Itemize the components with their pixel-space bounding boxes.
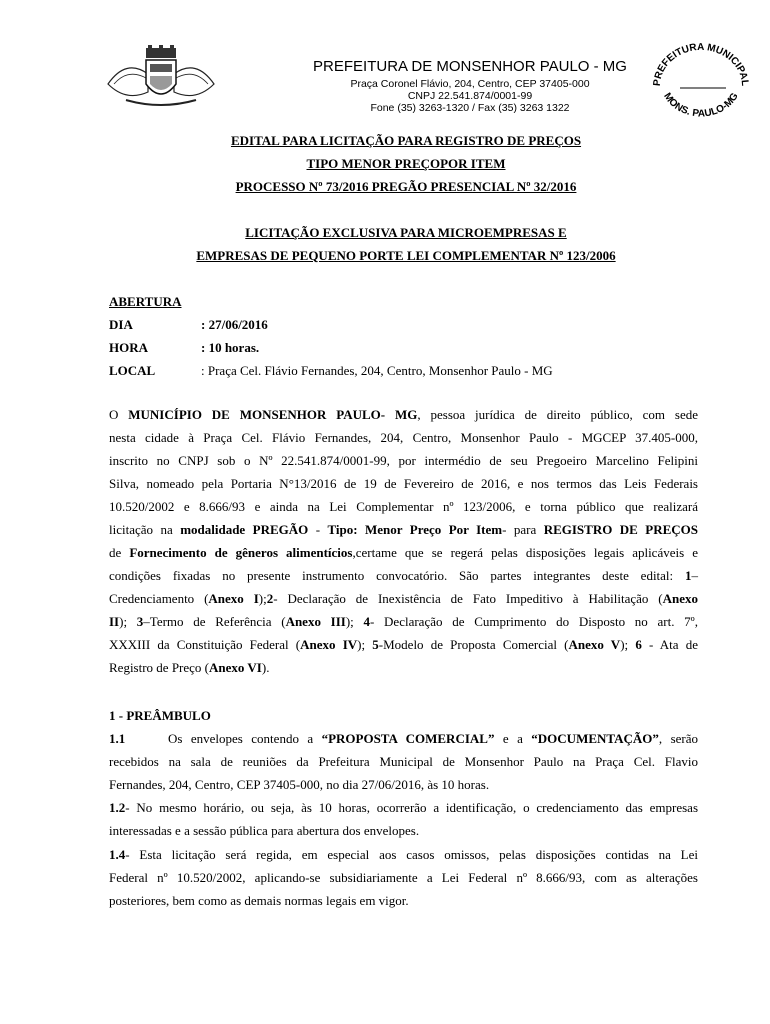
section-1-1-line: Fernandes, 204, Centro, CEP 37405-000, no dia 27/06/2016, às 10 horas. [109, 777, 490, 792]
hora-value: : 10 horas. [201, 340, 260, 355]
municipal-stamp [650, 40, 752, 126]
intro-line: Registro de Preço (Anexo VI). [109, 660, 270, 675]
exclusiva-heading-1: LICITAÇÃO EXCLUSIVA PARA MICROEMPRESAS E [245, 225, 567, 240]
intro-line: O MUNICÍPIO DE MONSENHOR PAULO- MG, pessoa jurídica de direito público, com sede [109, 407, 698, 422]
section-1-4-line: posteriores, bem como as demais normas legais em vigor. [109, 893, 409, 908]
section-1-2-line: 1.2- No mesmo horário, ou seja, às 10 horas, ocorrerão a identificação, o credenciamento das empresas [109, 800, 698, 815]
tipo-heading: TIPO MENOR PREÇOPOR ITEM [306, 156, 506, 171]
header-address: Praça Coronel Flávio, 204, Centro, CEP 37405-000 [350, 78, 590, 90]
intro-line: XXXIII da Constituição Federal (Anexo IV); 5-Modelo de Proposta Comercial (Anexo V); 6 - Ata de [109, 637, 698, 652]
local-value: : Praça Cel. Flávio Fernandes, 204, Centro, Monsenhor Paulo - MG [201, 363, 553, 378]
section-1-1-line: recebidos na sala de reuniões da Prefeitura Municipal de Monsenhor Paulo na Praça Cel. Flavio [109, 754, 698, 769]
stamp-bottom-text: MONS. PAULO-MG [661, 91, 741, 120]
processo-heading: PROCESSO Nº 73/2016 PREGÃO PRESENCIAL Nº 32/2016 [235, 179, 577, 194]
header-phone: Fone (35) 3263-1320 / Fax (35) 3263 1322 [370, 102, 570, 114]
intro-line: inscrito no CNPJ sob o Nº 22.541.874/0001-99, por intermédio de seu Pregoeiro Marcelino Felipini [109, 453, 698, 468]
intro-line: II); 3–Termo de Referência (Anexo III); 4- Declaração de Cumprimento do Disposto no art. 7º, [109, 614, 698, 629]
section-1-2-line: interessadas e a sessão pública para abertura dos envelopes. [109, 823, 420, 838]
intro-line: nesta cidade à Praça Cel. Flávio Fernandes, 204, Centro, Monsenhor Paulo - MGCEP 37.405-000, [109, 430, 698, 445]
exclusiva-heading-2: EMPRESAS DE PEQUENO PORTE LEI COMPLEMENTAR Nº 123/2006 [196, 248, 616, 263]
section-1-4-line: Federal nº 10.520/2002, aplicando-se subsidiariamente a Lei Federal nº 8.666/93, com as alterações [109, 870, 698, 885]
coat-of-arms-logo [106, 44, 216, 110]
dia-value: : 27/06/2016 [201, 317, 268, 332]
section-1-1-line: Os envelopes contendo a “PROPOSTA COMERCIAL” e a “DOCUMENTAÇÃO”, serão [168, 731, 698, 746]
intro-line: 10.520/2002 e 8.666/93 e ainda na Lei Complementar nº 123/2006, e torna público que realizará [109, 499, 698, 514]
section-1-1-number: 1.1 [109, 731, 126, 746]
svg-text:PREFEITURA MUNICIPAL [652, 42, 750, 87]
intro-line: Silva, nomeado pela Portaria N°13/2016 de 19 de Fevereiro de 2016, e nos termos das Leis Federais [109, 476, 698, 491]
preambulo-title: 1 - PREÂMBULO [109, 708, 211, 723]
header-cnpj: CNPJ 22.541.874/0001-99 [407, 90, 533, 102]
hora-label: HORA [109, 340, 148, 355]
stamp-top-text: PREFEITURA MUNICIPAL [651, 41, 751, 87]
local-label: LOCAL [109, 363, 156, 378]
intro-line: licitação na modalidade PREGÃO - Tipo: Menor Preço Por Item- para REGISTRO DE PREÇOS [109, 522, 698, 537]
svg-text:MONS. PAULO-MG [661, 91, 741, 120]
section-1-4-line: 1.4- Esta licitação será regida, em especial aos casos omissos, pelas disposições contidas na Lei [109, 847, 698, 862]
header-title: PREFEITURA DE MONSENHOR PAULO - MG [313, 58, 627, 75]
dia-label: DIA [109, 317, 133, 332]
intro-line: condições fixadas no presente instrumento convocatório. São partes integrantes deste edital: 1– [109, 568, 698, 583]
intro-line: de Fornecimento de gêneros alimentícios,certame que se regerá pelas disposições legais aplicáveis e [109, 545, 698, 560]
intro-line: Credenciamento (Anexo I);2- Declaração de Inexistência de Fato Impeditivo à Habilitação (Anexo [109, 591, 699, 606]
abertura-title: ABERTURA [109, 294, 182, 309]
edital-heading: EDITAL PARA LICITAÇÃO PARA REGISTRO DE PREÇOS [230, 133, 582, 148]
